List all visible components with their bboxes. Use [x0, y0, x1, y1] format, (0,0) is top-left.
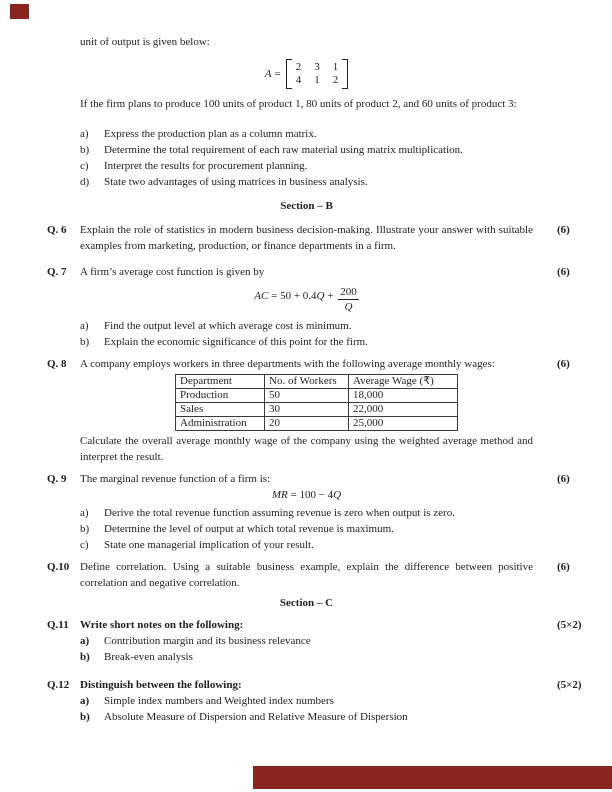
list-item — [80, 521, 533, 537]
question-text: The marginal revenue function of a firm is: — [80, 473, 271, 485]
table-cell: 20 — [265, 417, 349, 431]
list-item-text: Simple index numbers and Weighted index numbers — [104, 695, 334, 707]
table-header: No. of Workers — [265, 375, 349, 389]
intro-paragraph: If the firm plans to produce 100 units of product 1, 80 units of product 2, and 60 units of product 3: — [80, 98, 517, 110]
sub-item-list — [80, 693, 533, 725]
fraction-denominator: Q — [344, 300, 353, 313]
list-item-label: b) — [80, 523, 90, 535]
question-marks: (5×2) — [557, 679, 582, 691]
table-row — [176, 389, 458, 403]
formula-term: MR — [271, 489, 288, 501]
list-item-text: Determine the level of output at which total revenue is maximum. — [104, 523, 394, 535]
question-text: A company employs workers in three departments with the following average monthly wages: — [80, 358, 495, 370]
list-item-text: Express the production plan as a column matrix. — [104, 128, 317, 140]
list-item — [80, 318, 533, 334]
matrix-cell: 3 — [314, 61, 320, 73]
matrix-cell: 2 — [332, 74, 339, 86]
question-q6 — [47, 222, 612, 254]
list-item — [80, 334, 533, 350]
matrix-body — [286, 59, 349, 89]
question-q7 — [47, 264, 612, 350]
list-item-label: a) — [80, 507, 89, 519]
list-item-label: d) — [80, 176, 90, 188]
redaction-mark-top — [10, 4, 29, 19]
list-item — [80, 633, 533, 649]
question-marks: (6) — [557, 561, 570, 573]
sub-item-list — [80, 633, 533, 665]
list-item — [80, 174, 533, 190]
list-item-label: b) — [80, 336, 90, 348]
question-marks: (5×2) — [557, 619, 582, 631]
question-text: Define correlation. Using a suitable business example, explain the difference between positive correlation and negative correlation. — [80, 561, 533, 589]
list-item — [80, 505, 533, 521]
question-number: Q. 7 — [47, 266, 67, 278]
table-header: Department — [176, 375, 265, 389]
list-item — [80, 126, 533, 142]
table-cell: Sales — [176, 403, 265, 417]
matrix-equation — [80, 58, 533, 90]
matrix-cell: 1 — [332, 61, 339, 73]
question-text: Write short notes on the following: — [80, 619, 244, 631]
list-item-text: Interpret the results for procurement planning. — [104, 160, 308, 172]
matrix-variable: A — [264, 68, 272, 80]
list-item — [80, 142, 533, 158]
table-cell: 25,000 — [349, 417, 458, 431]
table-cell: 18,000 — [349, 389, 458, 403]
list-item-label: a) — [80, 635, 90, 647]
intro-lead: unit of output is given below: — [80, 36, 210, 48]
question-number: Q.12 — [47, 679, 70, 691]
table-cell: 22,000 — [349, 403, 458, 417]
list-item-label: c) — [80, 539, 89, 551]
matrix-cell: 2 — [295, 61, 302, 73]
matrix-grid — [292, 59, 343, 89]
matrix-cell: 4 — [295, 74, 302, 86]
equals-sign: = — [274, 68, 281, 80]
formula-term: AC — [254, 289, 269, 302]
fraction — [338, 285, 359, 314]
formula-term: = 100 − 4 — [290, 489, 334, 501]
list-item — [80, 709, 533, 725]
question-number: Q.10 — [47, 561, 70, 573]
formula-term: Q — [316, 289, 325, 302]
question-q11 — [47, 617, 612, 665]
question-q8 — [47, 356, 612, 465]
question-q12 — [47, 677, 612, 725]
average-cost-formula — [80, 282, 533, 316]
question-text-after-table: Calculate the overall average monthly wage of the company using the weighted average method and interpret the result. — [80, 435, 533, 463]
list-item-label: b) — [80, 651, 90, 663]
list-item-text: Explain the economic significance of this point for the firm. — [104, 336, 368, 348]
formula-term: = 50 + 0.4 — [271, 289, 317, 302]
question-text: A firm’s average cost function is given by — [80, 266, 265, 278]
list-item-label: b) — [80, 144, 90, 156]
question-marks: (6) — [557, 473, 570, 485]
sub-item-list — [80, 318, 533, 350]
list-item-label: a) — [80, 695, 90, 707]
question-text: Explain the role of statistics in modern business decision-making. Illustrate your answer with suitable examples from marketing, production, or finance departments in a firm. — [80, 224, 533, 252]
list-item-text: Find the output level at which average cost is minimum. — [104, 320, 352, 332]
list-item-label: b) — [80, 711, 90, 723]
list-item-label: a) — [80, 128, 89, 140]
list-item-text: State two advantages of using matrices in business analysis. — [104, 176, 368, 188]
formula-term: + — [327, 289, 334, 302]
list-item — [80, 158, 533, 174]
list-item-text: State one managerial implication of your result. — [104, 539, 314, 551]
wage-table — [175, 374, 458, 431]
list-item-text: Determine the total requirement of each raw material using matrix multiplication. — [104, 144, 463, 156]
list-item — [80, 649, 533, 665]
section-b-heading: Section – B — [280, 200, 333, 212]
table-header-row — [176, 375, 458, 389]
redaction-mark-bottom — [253, 766, 612, 789]
formula-term: Q — [333, 489, 342, 501]
question-number: Q.11 — [47, 619, 69, 631]
list-item — [80, 537, 533, 553]
intro-list — [80, 126, 533, 190]
list-item-text: Contribution margin and its business relevance — [104, 635, 311, 647]
table-cell: 50 — [265, 389, 349, 403]
question-number: Q. 9 — [47, 473, 67, 485]
question-marks: (6) — [557, 224, 570, 236]
question-number: Q. 6 — [47, 224, 67, 236]
sub-item-list — [80, 505, 533, 553]
table-cell: Administration — [176, 417, 265, 431]
question-marks: (6) — [557, 358, 570, 370]
matrix-cell: 1 — [314, 74, 320, 86]
marginal-revenue-formula — [80, 487, 533, 503]
list-item-text: Break-even analysis — [104, 651, 193, 663]
intro-block — [80, 34, 533, 190]
list-item-label: c) — [80, 160, 89, 172]
list-item-text: Absolute Measure of Dispersion and Relative Measure of Dispersion — [104, 711, 408, 723]
list-item-text: Derive the total revenue function assuming revenue is zero when output is zero. — [104, 507, 455, 519]
table-cell: 30 — [265, 403, 349, 417]
question-text: Distinguish between the following: — [80, 679, 242, 691]
matrix-right-bracket — [342, 59, 348, 89]
question-number: Q. 8 — [47, 358, 67, 370]
question-marks: (6) — [557, 266, 570, 278]
section-c-heading: Section – C — [279, 597, 334, 609]
question-q10 — [47, 559, 612, 591]
table-row — [176, 417, 458, 431]
list-item — [80, 693, 533, 709]
question-q9 — [47, 471, 612, 553]
fraction-numerator: 200 — [340, 285, 357, 298]
table-row — [176, 403, 458, 417]
list-item-label: a) — [80, 320, 89, 332]
table-header: Average Wage (₹) — [349, 375, 458, 389]
table-cell: Production — [176, 389, 265, 403]
